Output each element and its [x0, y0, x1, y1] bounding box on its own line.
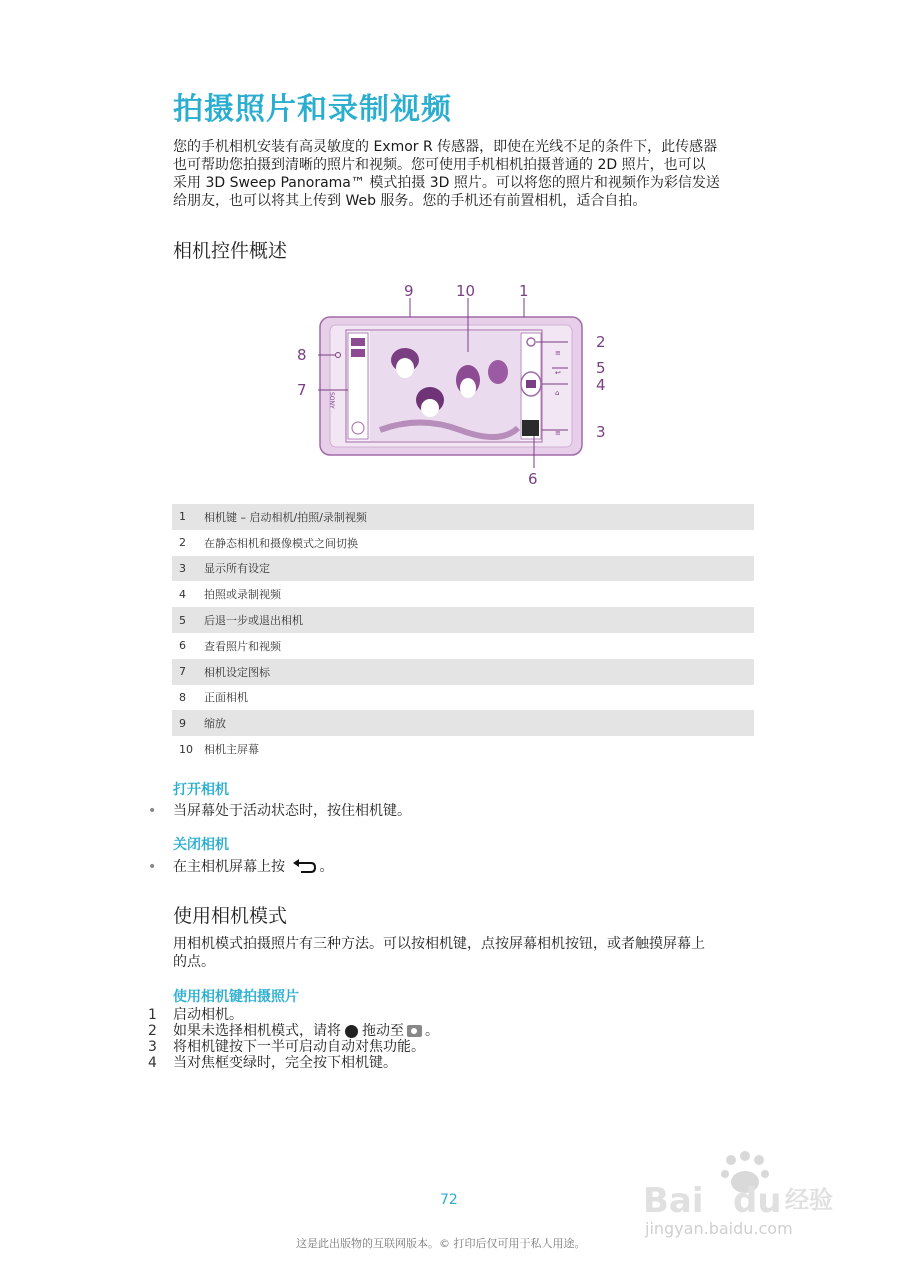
row-text: 后退一步或退出相机	[204, 614, 303, 628]
table-row	[172, 736, 754, 762]
page-title: 拍摄照片和录制视频	[173, 92, 452, 127]
list-item	[148, 1055, 439, 1071]
intro-paragraph	[173, 138, 773, 210]
steps-list	[148, 1007, 439, 1071]
row-text: 查看照片和视频	[204, 639, 281, 653]
svg-text:≡: ≡	[555, 429, 561, 437]
svg-text:jingyan.baidu.com: jingyan.baidu.com	[645, 1219, 793, 1238]
row-number: 3	[179, 561, 186, 575]
camera-icon	[407, 1025, 422, 1037]
legend-table	[172, 504, 754, 762]
page-number: 72	[440, 1192, 458, 1208]
camera-diagram	[290, 280, 620, 490]
list-item	[148, 1023, 439, 1039]
step-text: 拖动至	[362, 1023, 404, 1039]
callout-9: 9	[404, 282, 414, 300]
row-number: 2	[179, 536, 186, 550]
svg-text:↩: ↩	[555, 369, 561, 377]
table-row	[172, 607, 754, 633]
section-heading-modes: 使用相机模式	[173, 905, 288, 927]
row-number: 9	[179, 716, 186, 730]
table-row	[172, 530, 754, 556]
row-number: 6	[179, 639, 186, 653]
callout-5: 5	[596, 359, 606, 377]
row-number: 1	[179, 510, 186, 524]
step-text: 如果未选择相机模式，请将	[173, 1023, 341, 1039]
callout-1: 1	[519, 282, 529, 300]
mode-dot-icon	[345, 1025, 358, 1038]
row-text: 显示所有设定	[204, 562, 270, 576]
baidu-watermark-logo	[635, 1150, 855, 1240]
intro-line: 您的手机相机安装有高灵敏度的 Exmor R 传感器，即使在光线不足的条件下，此传感器	[173, 139, 718, 155]
table-row	[172, 685, 754, 711]
callout-10: 10	[456, 282, 476, 300]
step-text: 。	[425, 1023, 439, 1039]
list-item	[148, 1039, 439, 1055]
list-item	[148, 1007, 439, 1023]
table-row	[172, 659, 754, 685]
step-number: 1	[148, 1007, 157, 1023]
open-camera-bullet	[148, 800, 411, 820]
step-number: 4	[148, 1055, 157, 1071]
paragraph-line: 用相机模式拍摄照片有三种方法。可以按相机键，点按屏幕相机按钮，或者触摸屏幕上	[173, 936, 705, 952]
svg-text:≡: ≡	[555, 349, 561, 357]
camera-key-heading: 使用相机键拍摄照片	[173, 989, 299, 1005]
bullet-dot: •	[148, 803, 157, 819]
intro-line: 采用 3D Sweep Panorama™ 模式拍摄 3D 照片。可以将您的照片和视频作为彩信发送	[173, 175, 720, 191]
row-number: 5	[179, 613, 186, 627]
paragraph-line: 的点。	[173, 954, 215, 970]
row-number: 8	[179, 690, 186, 704]
table-row	[172, 581, 754, 607]
thumbnail	[522, 420, 539, 436]
row-number: 10	[179, 742, 193, 756]
close-camera-bullet	[148, 856, 333, 876]
row-text: 拍照或录制视频	[204, 588, 281, 602]
footer-note: 这是此出版物的互联网版本。© 打印后仅可用于私人用途。	[296, 1237, 586, 1250]
bullet-dot: •	[148, 859, 157, 875]
back-icon	[291, 858, 317, 874]
row-text: 缩放	[204, 717, 226, 731]
callout-2: 2	[596, 333, 606, 351]
row-text: 在静态相机和摄像模式之间切换	[204, 536, 358, 550]
settings-column	[348, 333, 368, 439]
table-row	[172, 556, 754, 582]
svg-text:经验: 经验	[785, 1186, 833, 1214]
row-number: 4	[179, 587, 186, 601]
modes-paragraph	[173, 935, 773, 971]
step-number: 3	[148, 1039, 157, 1055]
callout-4: 4	[596, 376, 606, 394]
row-text: 相机设定图标	[204, 665, 270, 679]
callout-3: 3	[596, 423, 606, 441]
step-text: 启动相机。	[173, 1007, 243, 1023]
step-text: 将相机键按下一半可启动自动对焦功能。	[173, 1039, 425, 1055]
bullet-suffix: 。	[319, 859, 334, 875]
table-row	[172, 710, 754, 736]
table-row	[172, 504, 754, 530]
row-number: 7	[179, 665, 186, 679]
close-camera-heading: 关闭相机	[173, 837, 229, 853]
bullet-text: 当屏幕处于活动状态时，按住相机键。	[173, 803, 411, 819]
intro-line: 给朋友，也可以将其上传到 Web 服务。您的手机还有前置相机，适合自拍。	[173, 193, 647, 209]
svg-text:SONY: SONY	[328, 392, 335, 409]
callout-8: 8	[297, 346, 307, 364]
callout-6: 6	[528, 470, 538, 488]
step-text: 当对焦框变绿时，完全按下相机键。	[173, 1055, 397, 1071]
intro-line: 也可帮助您拍摄到清晰的照片和视频。您可使用手机相机拍摄普通的 2D 照片，也可以	[173, 157, 706, 173]
bullet-text: 在主相机屏幕上按	[173, 859, 285, 875]
table-row	[172, 633, 754, 659]
callout-7: 7	[297, 381, 307, 399]
row-text: 正面相机	[204, 691, 248, 705]
row-text: 相机主屏幕	[204, 743, 259, 757]
section-heading-controls: 相机控件概述	[173, 240, 288, 262]
row-text: 相机键 – 启动相机/拍照/录制视频	[204, 510, 367, 524]
step-number: 2	[148, 1023, 157, 1039]
svg-text:du: du	[733, 1181, 782, 1221]
svg-text:Bai: Bai	[643, 1181, 704, 1221]
open-camera-heading: 打开相机	[173, 782, 229, 798]
svg-text:⌂: ⌂	[555, 389, 560, 397]
